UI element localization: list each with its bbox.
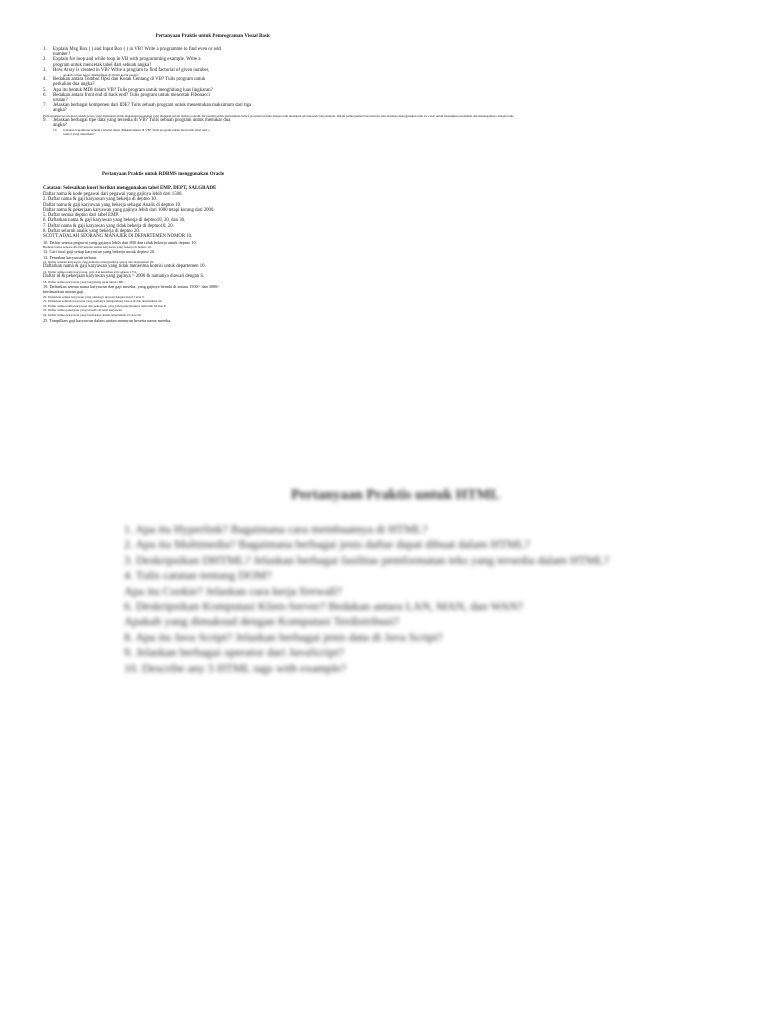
question-number: 7. xyxy=(43,103,47,109)
question-text: program untuk mencetak tabel dari sebuah angka? xyxy=(53,62,152,68)
oracle-query-line: SCOTT ADALAH SEORANG MANAJER DI DEPARTEMEN NOMOR 10. xyxy=(43,234,193,240)
oracle-query-line: Daftar id & pekerjaan karyawan yang gajinya > 2000 & namanya diawali dengan S. xyxy=(43,274,205,280)
oracle-query-line: Berikan bonus sebesar Rs.100 kepada semua karyawan yang bekerja di deptno 10. xyxy=(43,244,152,249)
oracle-query-line: berdasarkan urutan gaji. xyxy=(43,289,85,295)
html-question-line: Apakah yang dimaksud dengan Komputasi Terdistribusi? xyxy=(124,614,400,629)
question-text: Bedakan antara front end di back end? Tulis program untuk mencetak Fibonacci xyxy=(53,92,210,98)
oracle-query-line: Daftar nama & kode pegawai dari pegawai yang gajinya lebih dari 1500. xyxy=(43,192,183,197)
question-text: number? xyxy=(53,52,71,58)
html-question-line: 10. Describe any 5 HTML tags with example? xyxy=(124,660,347,675)
html-question-line: 3. Deskripsikan DHTML? Jelaskan berbagai fasilitas pemformatan teks yang tersedia dalam HTML? xyxy=(124,552,610,567)
html-question-line: 2. Apa itu Multimedia? Bagaimana berbagai jenis daftar dapat dibuat dalam HTML? xyxy=(124,537,530,552)
oracle-question-list xyxy=(43,192,283,323)
question-item xyxy=(43,132,383,136)
question-text: angka? xyxy=(53,108,67,114)
question-number xyxy=(43,123,53,128)
oracle-query-line: 5. Daftar semua deptno dari tabel EMP. xyxy=(43,213,119,219)
question-text: Jelaskan berbagai komponen dari IDE? Tulis sebuah program untuk menemukan maksimum dari tiga xyxy=(53,103,252,109)
html-question-line: 9. Jelaskan berbagai operator dari JavaScript? xyxy=(124,645,344,660)
oracle-query-line: 13. Temukan karyawan terbaru. xyxy=(43,254,98,260)
oracle-query-line: 6. Daftarkan nama & gaji karyawan yang bekerja di deptno10, 20, dan 30. xyxy=(43,218,186,224)
question-text: Bedakan antara Tombol Opsi dan Kotak Centang di VB? Tulis program untuk xyxy=(53,77,206,83)
html-question-line: Apa itu Cookie? Jelaskan cara kerja firewall? xyxy=(124,583,342,598)
question-text: apakah output harus ditampilkan di dalam kotak pesan? xyxy=(63,73,139,78)
oracle-query-line: 12. Cari total gaji setiap karyawan yang bekerja untuk deptno 20. xyxy=(43,249,156,255)
html-question-line: 8. Apa itu Java Script? Jelaskan berbagai jenis data di Java Script? xyxy=(124,629,443,644)
question-item xyxy=(43,108,383,113)
question-number: 9. xyxy=(43,117,47,123)
vb-section-title: Pertanyaan Praktis untuk Pemrograman Visual Basic xyxy=(155,34,271,39)
oracle-query-line: 21. Daftarkan seluruh karyawan yang namanya mengandung satu A di dan departemen 20. xyxy=(43,299,163,304)
question-number: 1. xyxy=(43,47,47,52)
question-text: Jelaskan bagaimana sebuah variabel dapat dideklarasikan di VB? Tulis program untuk mencetak tabel dari a xyxy=(63,128,210,133)
html-question-line: 6. Deskripsikan Komputasi Klien-Server? Bedakan antara LAN, MAN, dan WAN? xyxy=(124,599,524,614)
vb-questions-section xyxy=(43,34,514,137)
oracle-query-line: 16. Daftar semua nama karyawan, gaji, dan kenaikan gaji sebesar 15%. xyxy=(43,269,137,274)
oracle-query-line: 2. Daftar nama & gaji karyawan yang bekerja di deptno 10. xyxy=(43,197,158,203)
question-text: Explain for loop and while loop in VB with programming example. Write a xyxy=(53,57,201,63)
vb-question-list-continued xyxy=(43,118,383,137)
vb-question-list xyxy=(43,47,383,114)
question-number: 3. xyxy=(43,67,47,73)
oracle-query-line: 7. Daftar nama & gaji karyawan yang tidak bekerja di deptno10, 20. xyxy=(43,223,174,229)
html-question-line: 4. Tulis catatan tentang DOM? xyxy=(124,568,272,583)
question-text: Explain Msg Box ( ) and Input Box ( ) in VB? Write a programme to find even or odd xyxy=(53,47,221,52)
vb-wide-line: Pemrograman berorientasi adalah proses yang digunakan untuk menangani kesalahan yang mungkin terjadi dalam program. Ini penting untuk memastikan bahwa program berjalan dengan baik meskipun ada masalah yang muncul. Dalam pemrograman berorientasi, kita biasanya menggunakan blok try-catch untuk menangkap kesalahan dan menanganinya dengan baik. xyxy=(43,113,514,118)
question-number: 2. xyxy=(43,57,47,63)
question-number: 4. xyxy=(43,77,47,83)
question-number xyxy=(53,132,63,136)
oracle-query-line: 22. Daftar semua nama karyawan dan pekerjaan, yang jabat pekerjaannya termasuk M atau P. xyxy=(43,303,167,308)
oracle-questions-section xyxy=(43,172,283,323)
oracle-query-line: 25. Tampilkan gaji karyawan dalam urutan menurun beserta nama mereka. xyxy=(43,317,172,323)
html-section-title: Pertanyaan Praktis untuk HTML xyxy=(291,487,501,503)
question-number: 5. xyxy=(43,87,47,93)
question-text: Apa itu bentuk MDI dalam VB? Tulis program untuk menghitung luas lingkaran? xyxy=(53,87,213,93)
oracle-query-line: Daftar nama & gaji karyawan yang bekerja sebagai Analis di deptno 10. xyxy=(43,202,182,208)
oracle-query-line: Daftar nama & pekerjaan karyawan yang gajinya lebih dari 1000 tetapi kurang dari 2000. xyxy=(43,207,215,213)
oracle-query-line: 20. Daftarkan semua karyawan yang namanya diawali dengan huruf J atau T. xyxy=(43,294,145,299)
question-text: perkalian dua angka? xyxy=(53,82,95,88)
oracle-query-line: 8. Daftar seluruh analis yang bekerja di deptno 20. xyxy=(43,229,140,235)
oracle-query-line: 14. Daftar seluruh karyawan yang namanya mengandung satu A dan departemen 20. xyxy=(43,259,155,264)
question-text: nomor yang diberikan? xyxy=(63,132,95,137)
oracle-note: Catatan: Selesaikan kueri berikut menggunakan tabel EMP, DEPT, SALGRADE xyxy=(43,186,217,191)
question-number: 6. xyxy=(43,92,47,98)
oracle-query-line: 23. Daftar semua pekerjaan yang tersedia di tabel karyawan. xyxy=(43,308,123,313)
oracle-section-title: Pertanyaan Praktis untuk RDBMS menggunakan Oracle xyxy=(101,172,225,177)
question-text: Jelaskan berbagai tipe data yang tersedia di VB? Tulis sebuah program untuk menukar dua xyxy=(53,117,231,123)
question-text: angka? xyxy=(53,122,67,128)
oracle-query-line: 19. Daftarkan semua nama karyawan dan gaji mereka, yang gajinya berada di antara 1500/- dan 3000/- xyxy=(43,284,220,290)
oracle-query-line: Daftarkan nama & gaji karyawan yang tidak menerima komisi untuk departemen 10. xyxy=(43,264,206,270)
question-number xyxy=(43,108,53,113)
question-text: urutan? xyxy=(53,98,68,104)
html-question-line: 1. Apa itu Hyperlink? Bagaimana cara membuatnya di HTML? xyxy=(124,522,428,536)
html-question-list xyxy=(124,522,744,676)
question-text: How Array is created in VB? Write a program to find factorial of given number, xyxy=(53,67,210,73)
oracle-query-line: 24. Daftar semua karyawan yang bermarkas dalam departemen 10 atau 20. xyxy=(43,313,142,318)
oracle-query-line: 18. Daftar semua karyawan yang bergabung pada tahun 1981. xyxy=(43,279,125,284)
oracle-query-line: 10. Daftar semua pegawai yang gajinya lebih dari 800 dan tidak bekerja untuk deptno 10. xyxy=(43,239,197,245)
question-number: 10. xyxy=(53,128,58,133)
html-questions-section xyxy=(124,486,744,676)
